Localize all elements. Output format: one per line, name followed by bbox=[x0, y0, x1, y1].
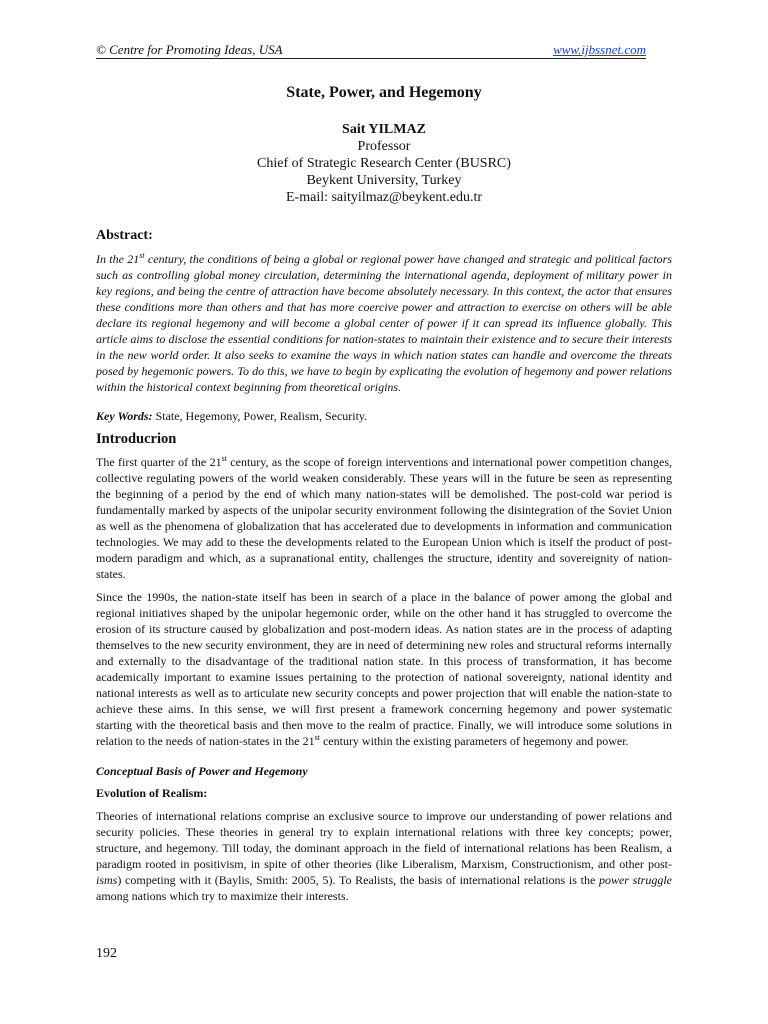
author-role: Professor bbox=[357, 139, 411, 154]
abstract-text-part: In the 21 bbox=[96, 252, 140, 266]
paragraph-text: Theories of international relations comprise an exclusive source to improve our understanding of power relations and security policies. These theories in general try to explain international relations with three key concepts; power, structure, and hegemony. Till today, the dominant approach in the field of international relations has been Realism, a paradigm rooted in positivism, in spite of other theories (like Liberalism, Marxism, Constructionism, and other post- bbox=[96, 809, 672, 871]
page-number: 192 bbox=[96, 946, 117, 961]
introduction-heading: Introducrion bbox=[96, 431, 177, 447]
realism-paragraph bbox=[96, 808, 672, 904]
author-affiliation: Beykent University, Turkey bbox=[306, 173, 462, 188]
paragraph-text: The first quarter of the 21 bbox=[96, 455, 222, 469]
header-rule bbox=[96, 58, 646, 59]
article-body bbox=[96, 228, 672, 911]
abstract-heading: Abstract: bbox=[96, 228, 153, 243]
paragraph-text: Since the 1990s, the nation-state itself has been in search of a place in the balance of power among the global and regional initiatives shaped by the unipolar hegemonic order, while on the other hand it has struggled to overcome the erosion of its structure caused by globalization and post-modern ideas. As nation states are in the process of adapting themselves to the new security environment, they are in need of determining new roles and structural reforms internally and externally to the disadvantage of the traditional nation state. In this process of transformation, it has become academically important to examine issues pertaining to the protection of national sovereignty, national identity and national interests as well as to articulate new security concepts and power projection that will enable the nation-state to achieve these aims. In this sense, we will first present a framework concerning hegemony and power systematic starting with the theoretical basis and then move to the realm of practice. Finally, we will introduce some solutions in relation to the needs of nation-states in the 21 bbox=[96, 590, 672, 748]
introduction-paragraph-2 bbox=[96, 589, 672, 749]
paragraph-text: century within the existing parameters of hegemony and power. bbox=[319, 734, 629, 748]
introduction-paragraph-1 bbox=[96, 454, 672, 582]
author-unit: Chief of Strategic Research Center (BUSRC) bbox=[257, 156, 511, 171]
keywords-text: State, Hegemony, Power, Realism, Security. bbox=[152, 409, 368, 423]
header-publisher: © Centre for Promoting Ideas, USA bbox=[96, 42, 283, 57]
header-website-link[interactable]: www.ijbssnet.com bbox=[553, 42, 646, 57]
emphasis-text: isms bbox=[96, 873, 118, 887]
author-block bbox=[0, 121, 768, 206]
paragraph-text: century, as the scope of foreign interventions and international power competition changes, collective regulating powers of the world weaken considerably. These years will in the future be seen as representing the beginning of a period by the end of which many nation-states will be demolished. The post-cold war period is fundamentally marked by aspects of the unipolar security environment following the disintegration of the Soviet Union as well as the phenomena of globalization that has accelerated due to developments in information and communication technologies. We may add to these the developments related to the European Union which is itself the product of post-modern paradigm and which, as a supranational entity, challenges the structure, identity and sovereignity of nation-states. bbox=[96, 455, 673, 581]
emphasis-text: power struggle bbox=[598, 873, 672, 887]
superscript: st bbox=[139, 251, 145, 260]
abstract-text bbox=[96, 251, 672, 395]
article-title: State, Power, and Hegemony bbox=[286, 84, 482, 101]
keywords-label: Key Words: bbox=[96, 409, 153, 423]
author-name: Sait YILMAZ bbox=[342, 122, 426, 137]
paragraph-text: ) competing with it (Baylis, Smith: 2005, 5). To Realists, the basis of international relations is the bbox=[117, 873, 599, 887]
superscript: st bbox=[314, 733, 320, 742]
abstract-text-part: century, the conditions of being a global or regional power have changed and strategic and political factors such as controlling global money circulation, determining the international agenda, deployment of military power in key regions, and being the centre of attraction have become absolutely necessary. In this context, the actor that ensures these conditions more than others and that has more coercive power and attraction to exercise on others will be able declare its regional hegemony and will become a global center of power if it can spread its influence globally. This article aims to disclose the essential conditions for nation-states to maintain their existence and to secure their interests in the new world order. It also seeks to examine the ways in which nation states can handle and overcome the threats posed by hegemonic powers. To do this, we have to begin by explicating the evolution of hegemony and power relations within the historical context beginning from theoretical origins. bbox=[96, 252, 672, 394]
superscript: st bbox=[221, 454, 227, 463]
evolution-of-realism-heading: Evolution of Realism: bbox=[96, 786, 208, 800]
keywords bbox=[96, 408, 672, 424]
conceptual-basis-heading: Conceptual Basis of Power and Hegemony bbox=[96, 764, 308, 778]
paragraph-text: among nations which try to maximize their interests. bbox=[96, 889, 349, 903]
author-email: E-mail: saityilmaz@beykent.edu.tr bbox=[286, 190, 482, 205]
